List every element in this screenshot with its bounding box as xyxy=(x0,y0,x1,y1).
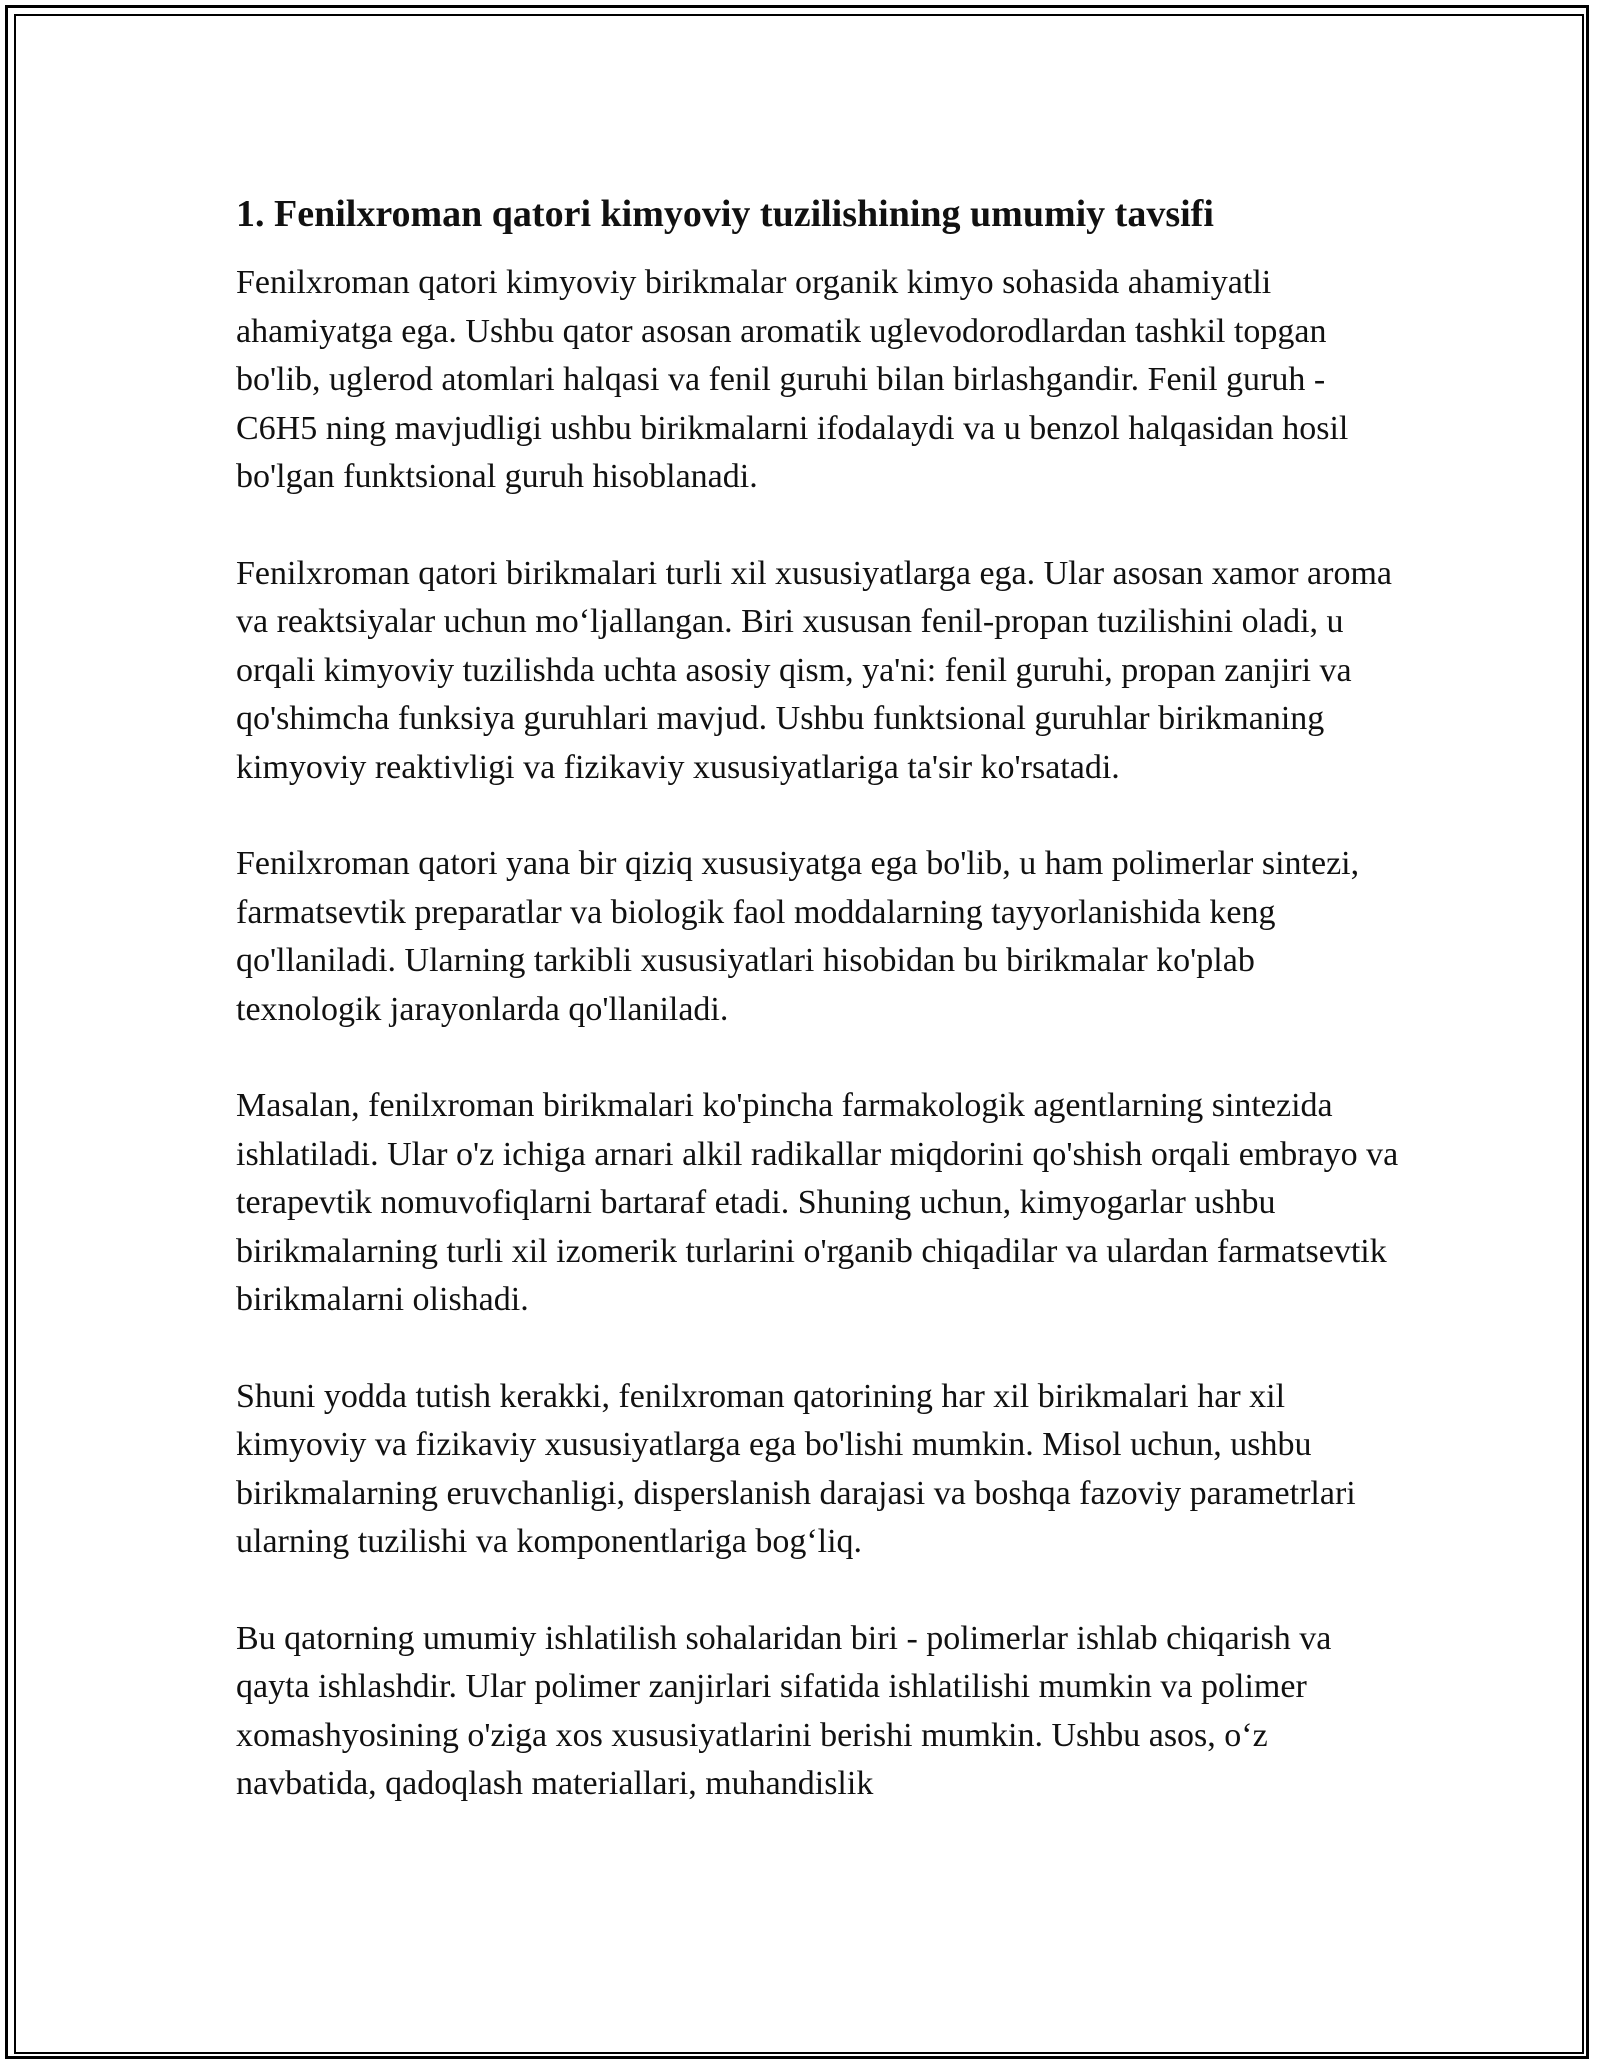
paragraph-5: Shuni yodda tutish kerakki, fenilxroman qatorining har xil birikmalari har xil kimyoviy va fizikaviy xususiyatlarga ega bo'lishi mumkin. Misol uchun, ushbu birikmalarning eruvchanligi, disperslanish darajasi va boshqa fazoviy parametrlari ularning tuzilishi va komponentlariga bog‘liq. xyxy=(236,1377,1356,1560)
section-heading: 1. Fenilxroman qatori kimyoviy tuzilishining umumiy tavsifi xyxy=(236,193,1214,235)
paragraph-4: Masalan, fenilxroman birikmalari ko'pincha farmakologik agentlarning sintezida ishlatiladi. Ular o'z ichiga arnari alkil radikallar miqdorini qo'shish orqali embrayo va terapevtik nomuvofiqlarni bartaraf etadi. Shuning uchun, kimyogarlar ushbu birikmalarning turli xil izomerik turlarini o'rganib chiqadilar va ulardan farmatsevtik birikmalarni olishadi. xyxy=(236,1087,1399,1318)
paragraph-6: Bu qatorning umumiy ishlatilish sohalaridan biri - polimerlar ishlab chiqarish va qayta ishlashdir. Ular polimer zanjirlari sifatida ishlatilishi mumkin va polimer xomashyosining o'ziga xos xususiyatlarini berishi mumkin. Ushbu asos, o‘z navbatida, qadoqlash materiallari, muhandislik xyxy=(236,1619,1332,1802)
paragraph-2: Fenilxroman qatori birikmalari turli xil xususiyatlarga ega. Ular asosan xamor aroma va reaktsiyalar uchun mo‘ljallangan. Biri xususan fenil-propan tuzilishini oladi, u orqali kimyoviy tuzilishda uchta asosiy qism, ya'ni: fenil guruhi, propan zanjiri va qo'shimcha funksiya guruhlari mavjud. Ushbu funktsional guruhlar birikmaning kimyoviy reaktivligi va fizikaviy xususiyatlariga ta'sir ko'rsatadi. xyxy=(236,554,1392,786)
document-body xyxy=(236,185,1401,1857)
paragraph-1: Fenilxroman qatori kimyoviy birikmalar organik kimyo sohasida ahamiyatli ahamiyatga ega. Ushbu qator asosan aromatik uglevodorodlardan tashkil topgan bo'lib, uglerod atomlari halqasi va fenil guruhi bilan birlashgandir. Fenil guruh -C6H5 ning mavjudligi ushbu birikmalarni ifodalaydi va u benzol halqasidan hosil bo'lgan funktsional guruh hisoblanadi. xyxy=(236,264,1349,495)
paragraph-3: Fenilxroman qatori yana bir qiziq xususiyatga ega bo'lib, u ham polimerlar sintezi, farmatsevtik preparatlar va biologik faol moddalarning tayyorlanishida keng qo'llaniladi. Ularning tarkibli xususiyatlari hisobidan bu birikmalar ko'plab texnologik jarayonlarda qo'llaniladi. xyxy=(236,845,1360,1028)
